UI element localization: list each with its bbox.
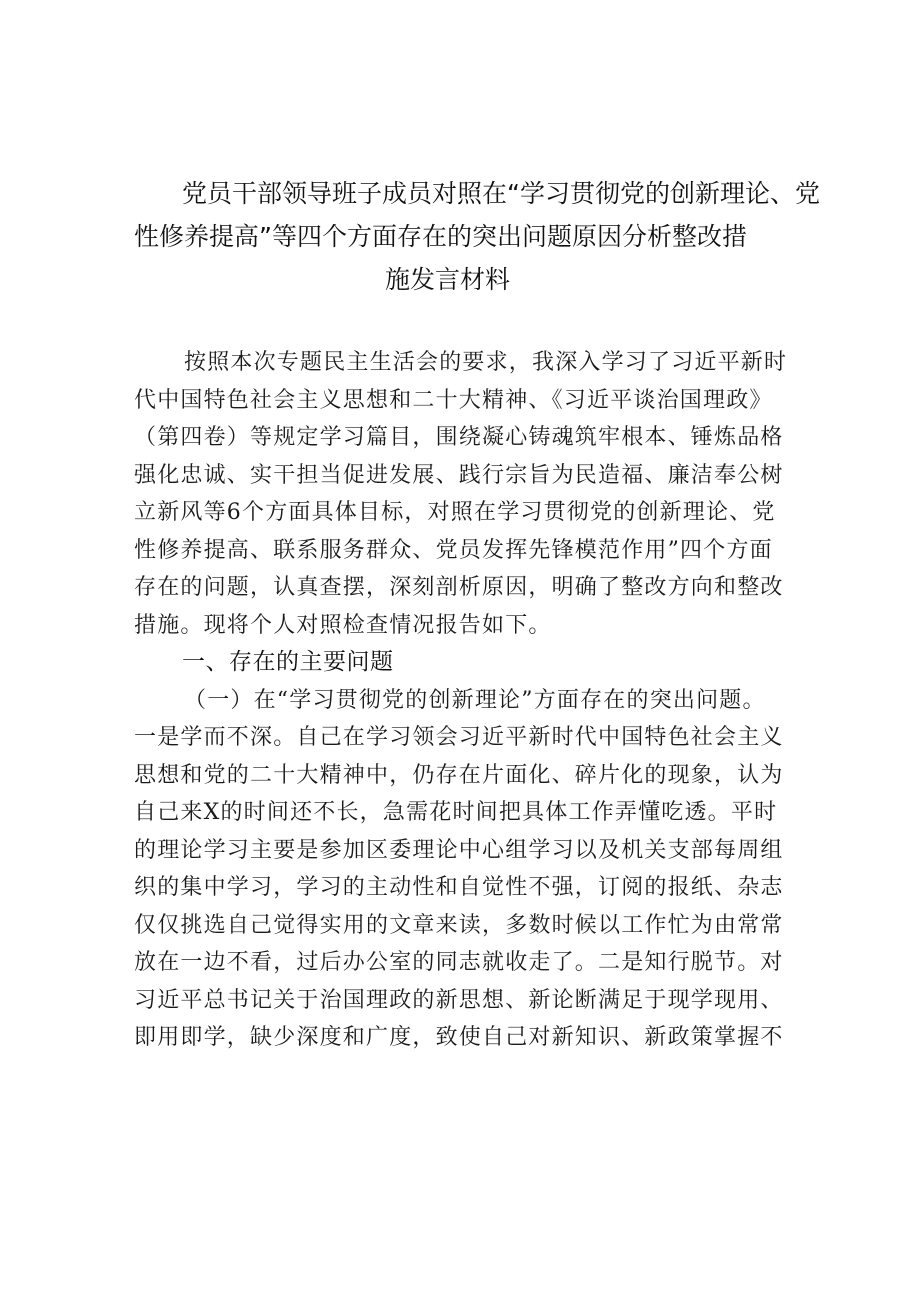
text-line: 性修养提高、联系服务群众、党员发挥先锋模范作用”四个方面: [134, 537, 773, 563]
paragraph-issues: [134, 682, 814, 1057]
paragraph-intro: [134, 344, 814, 644]
text-line: 织的集中学习，学习的主动性和自觉性不强，订阅的报纸、杂志: [134, 875, 784, 900]
text-line: （一）在“学习贯彻党的创新理论”方面存在的突出问题。: [184, 687, 766, 713]
document-body: [134, 344, 814, 1057]
text-line: 的理论学习主要是参加区委理论中心组学习以及机关支部每周组: [134, 837, 784, 863]
document-title: [130, 172, 820, 301]
text-line: 按照本次专题民主生活会的要求，我深入学习了习近平新时: [184, 350, 788, 375]
title-line: 性修养提高”等四个方面存在的突出问题原因分析整改措: [134, 222, 747, 251]
text-line: 自己来X的时间还不长，急需花时间把具体工作弄懂吃透。平时: [134, 800, 778, 825]
text-line: 思想和党的二十大精神中，仍存在片面化、碎片化的现象，认为: [134, 762, 784, 788]
text-line: 立新风等6个方面具体目标，对照在学习贯彻党的创新理论、党: [134, 500, 776, 525]
text-line: 放在一边不看，过后办公室的同志就收走了。二是知行脱节。对: [134, 950, 784, 975]
section-heading: 一、存在的主要问题: [182, 649, 394, 675]
text-line: 代中国特色社会主义思想和二十大精神、《习近平谈治国理政》: [134, 387, 773, 413]
title-line: 施发言材料: [385, 265, 511, 294]
text-line: 存在的问题，认真查摆，深刻剖析原因，明确了整改方向和整改: [134, 575, 784, 600]
text-line: 仅仅挑选自己觉得实用的文章来读，多数时候以工作忙为由常常: [134, 912, 784, 938]
text-line: 措施。现将个人对照检查情况报告如下。: [134, 612, 552, 638]
title-line: 党员干部领导班子成员对照在“学习贯彻党的创新理论、党: [182, 179, 820, 208]
text-line: 一是学而不深。自己在学习领会习近平新时代中国特色社会主义: [134, 725, 784, 750]
text-line: 即用即学，缺少深度和广度，致使自己对新知识、新政策掌握不: [134, 1025, 784, 1050]
text-line: 习近平总书记关于治国理政的新思想、新论断满足于现学现用、: [134, 987, 784, 1013]
text-line: 强化忠诚、实干担当促进发展、践行宗旨为民造福、廉洁奉公树: [134, 462, 784, 488]
text-line: （第四卷）等规定学习篇目，围绕凝心铸魂筑牢根本、锤炼品格: [134, 425, 784, 450]
